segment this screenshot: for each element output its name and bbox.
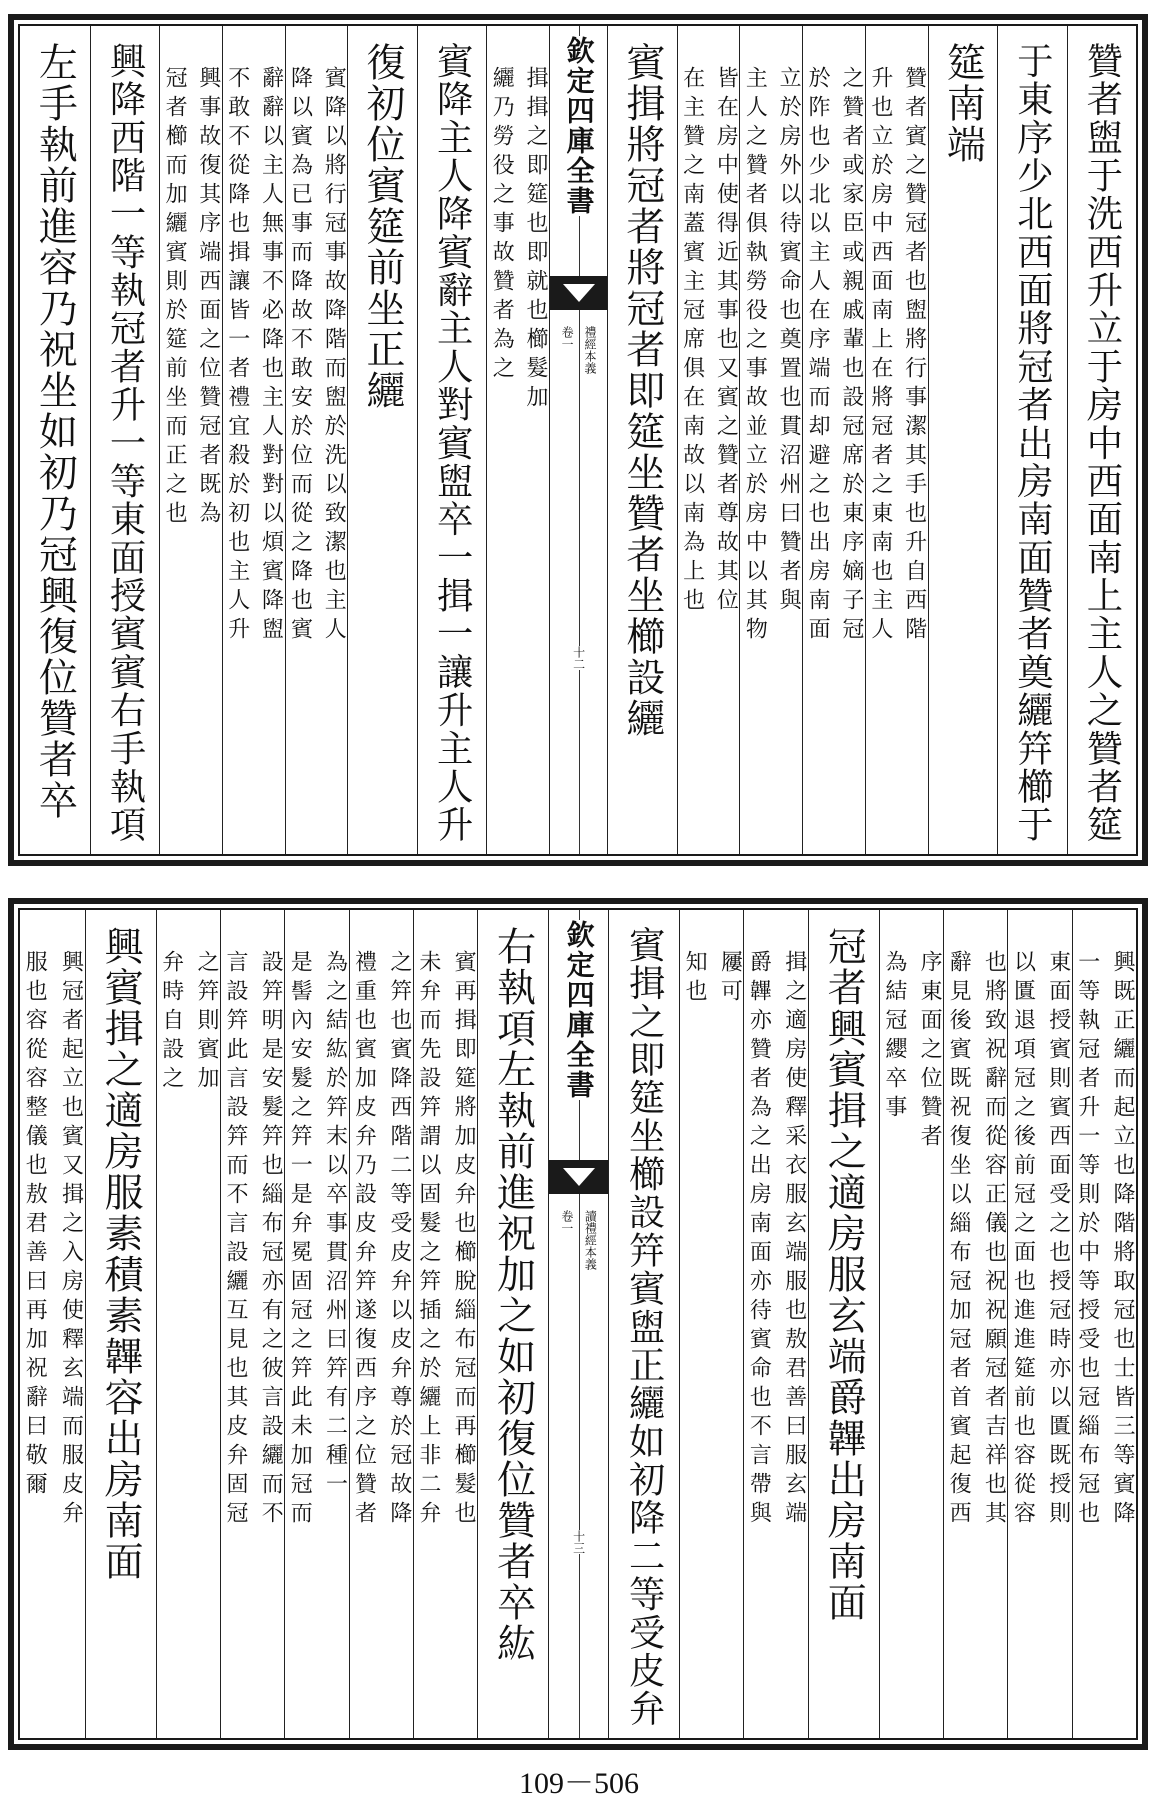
main-text: 賓揖將冠者將冠者即筵坐贊者坐櫛設纚 — [619, 42, 665, 739]
page-number: 109－506 — [519, 1767, 639, 1800]
book-title: 欽定四庫全書 — [562, 920, 596, 1100]
main-text: 冠者興賓揖之適房服玄端爵韠出房南面 — [821, 926, 867, 1623]
main-text: 贊者盥于洗西升立于房中西面南上主人之贊者筵 — [1080, 42, 1124, 844]
commentary-column — [679, 910, 743, 1738]
commentary-right-line: 賓降以將行冠事故降階而盥於洗以致潔也主人 — [321, 66, 347, 646]
commentary-column — [413, 910, 477, 1738]
commentary-left-line: 升也立於房中西面南上在將冠者之東南也主人 — [867, 66, 893, 646]
commentary-right-line: 揖之適房使釋采衣服玄端服也敖君善曰服玄端 — [781, 950, 807, 1530]
commentary-left-line: 為結冠纓卒事 — [881, 950, 907, 1124]
fishtail-mark-icon — [549, 1160, 608, 1194]
commentary-left-line: 纚乃勞役之事故贊者為之 — [489, 66, 515, 385]
main-text: 筵南端 — [940, 42, 986, 165]
commentary-right-line: 皆在房中使得近其事也又賓之贊者尊故其位 — [713, 66, 739, 617]
page-bottom — [8, 898, 1148, 1750]
commentary-right-line: 興事故復其序端西面之位贊冠者既為 — [195, 66, 221, 530]
main-text-column — [417, 26, 486, 854]
commentary-column — [879, 910, 943, 1738]
commentary-right-line: 贊者賓之贊冠者也盥將行事潔其手也升自西階 — [901, 66, 927, 646]
main-text: 于東序少北西面將冠者出房南面贊者奠纚筓櫛于 — [1011, 42, 1055, 844]
commentary-left-line: 在主贊之南蓋賓主冠席俱在南故以南為上也 — [679, 66, 705, 617]
commentary-column — [743, 910, 807, 1738]
main-text-column — [347, 26, 416, 854]
commentary-column — [802, 26, 865, 854]
main-text: 興降西階一等執冠者升一等東面授賓賓右手執項 — [103, 42, 147, 844]
main-text: 賓揖之即筵坐櫛設筓賓盥正纚如初降二等受皮弁 — [623, 926, 667, 1728]
main-text-column — [477, 910, 548, 1738]
commentary-left-line: 爵韠亦贊者為之出房南面亦待賓命也不言帶與 — [746, 950, 772, 1530]
commentary-right-line: 之筓也賓降西階二等受皮弁以皮弁尊於冠故降 — [386, 950, 412, 1530]
commentary-right-line: 立於房外以待賓命也奠置也貫沼州曰贊者與 — [776, 66, 802, 617]
commentary-right-line: 之筓則賓加 — [193, 950, 219, 1095]
commentary-column — [943, 910, 1007, 1738]
commentary-left-line: 辭見後賓既祝復坐以緇布冠加冠者首賓起復西 — [946, 950, 972, 1530]
commentary-left-line: 言設筓此言設筓而不言設纚互見也其皮弁固冠 — [222, 950, 248, 1530]
main-text-column — [20, 26, 89, 854]
commentary-right-line: 東面授賓則賓西面受之也授冠時亦以匱既授則 — [1045, 950, 1071, 1530]
main-text: 興賓揖之適房服素積素韠容出房南面 — [98, 926, 144, 1582]
commentary-right-line: 賓再揖即筵將加皮弁也櫛脫緇布冠而再櫛髮也 — [451, 950, 477, 1530]
commentary-left-line: 於阼也少北以主人在序端而却避之也出房南面 — [805, 66, 831, 646]
main-text-column — [808, 910, 879, 1738]
commentary-column — [284, 910, 348, 1738]
commentary-column — [865, 26, 928, 854]
main-text-column — [608, 910, 679, 1738]
commentary-left-line: 服也容從容整儀也敖君善曰再加祝辭曰敬爾 — [22, 950, 48, 1501]
main-text: 復初位賓筵前坐正纚 — [360, 42, 405, 411]
commentary-column — [1072, 910, 1136, 1738]
section-title: 讀禮經本義 — [583, 1210, 598, 1270]
leaf-number: 十三 — [571, 1530, 586, 1554]
columns-bottom — [20, 910, 1136, 1738]
commentary-left-line: 禮重也賓加皮弁乃設皮弁筓遂復西序之位贊者 — [351, 950, 377, 1530]
volume-label: 卷一 — [559, 1210, 574, 1234]
commentary-left-line: 降以賓為已事而降故不敢安於位而從之降也賓 — [287, 66, 313, 646]
commentary-left-line: 弁時自設之 — [158, 950, 184, 1095]
main-text: 右執項左執前進祝加之如初復位贊者卒紘 — [490, 926, 536, 1664]
commentary-column — [486, 26, 549, 854]
commentary-right-line: 之贊者或家臣或親戚輩也設冠席於東序嫡子冠 — [838, 66, 864, 646]
main-text-column — [1067, 26, 1136, 854]
commentary-right-line: 興冠者起立也賓又揖之入房使釋玄端而服皮弁 — [58, 950, 84, 1530]
commentary-column — [285, 26, 348, 854]
volume-label: 卷一 — [560, 326, 575, 350]
commentary-right-line: 設筓明是安髮筓也緇布冠亦有之彼言設纚而不 — [258, 950, 284, 1530]
commentary-right-line: 屨可 — [717, 950, 743, 1008]
main-text-column — [607, 26, 676, 854]
main-text: 賓降主人降賓辭主人對賓盥卒一揖一讓升主人升 — [431, 42, 475, 844]
columns-top — [20, 26, 1136, 854]
leaf-number: 十二 — [571, 646, 586, 670]
main-text-column — [997, 26, 1066, 854]
commentary-right-line: 為之結紘於筓末以卒事貫沼州曰筓有二種一 — [322, 950, 348, 1501]
main-text-column — [90, 26, 159, 854]
commentary-left-line: 是髻內安髮之筓一是弁冕固冠之筓此未加冠而 — [287, 950, 313, 1530]
commentary-right-line: 序東面之位贊者 — [917, 950, 943, 1153]
commentary-column — [220, 910, 284, 1738]
commentary-right-line: 也將致祝辭而從容正儀也祝祝願冠者吉祥也其 — [981, 950, 1007, 1530]
commentary-column — [1007, 910, 1071, 1738]
commentary-left-line: 一等執冠者升一等則於中等授受也冠緇布冠也 — [1074, 950, 1100, 1530]
section-title: 禮經本義 — [583, 326, 597, 374]
main-text-column — [85, 910, 156, 1738]
commentary-column — [20, 910, 84, 1738]
commentary-left-line: 以匱退項冠之後前冠之面也進進筵前也容從容 — [1010, 950, 1036, 1530]
commentary-left-line: 不敢不從降也揖讓皆一者禮宜殺於初也主人升 — [224, 66, 250, 646]
commentary-left-line: 主人之贊者俱執勞役之事故並立於房中以其物 — [742, 66, 768, 646]
commentary-column — [739, 26, 802, 854]
fold-center-column — [549, 26, 607, 854]
fold-center-column — [548, 910, 608, 1738]
main-text: 左手執前進容乃祝坐如初乃冠興復位贊者卒 — [32, 42, 78, 821]
commentary-left-line: 知也 — [682, 950, 708, 1008]
commentary-right-line: 辭辭以主人無事不必降也主人對對以煩賓降盥 — [258, 66, 284, 646]
commentary-left-line: 未弁而先設筓謂以固髮之筓插之於纚上非二弁 — [415, 950, 441, 1530]
commentary-column — [677, 26, 740, 854]
commentary-left-line: 冠者櫛而加纚賓則於筵前坐而正之也 — [162, 66, 188, 530]
commentary-column — [222, 26, 285, 854]
fishtail-mark-icon — [550, 276, 607, 310]
commentary-right-line: 興既正纚而起立也降階將取冠也士皆三等賓降 — [1110, 950, 1135, 1530]
page-top — [8, 14, 1148, 866]
commentary-right-line: 揖揖之即筵也即就也櫛髮加 — [522, 66, 548, 414]
main-text-column — [928, 26, 997, 854]
commentary-column — [159, 26, 222, 854]
commentary-column — [156, 910, 220, 1738]
commentary-column — [349, 910, 413, 1738]
book-title: 欽定四庫全書 — [562, 36, 596, 216]
